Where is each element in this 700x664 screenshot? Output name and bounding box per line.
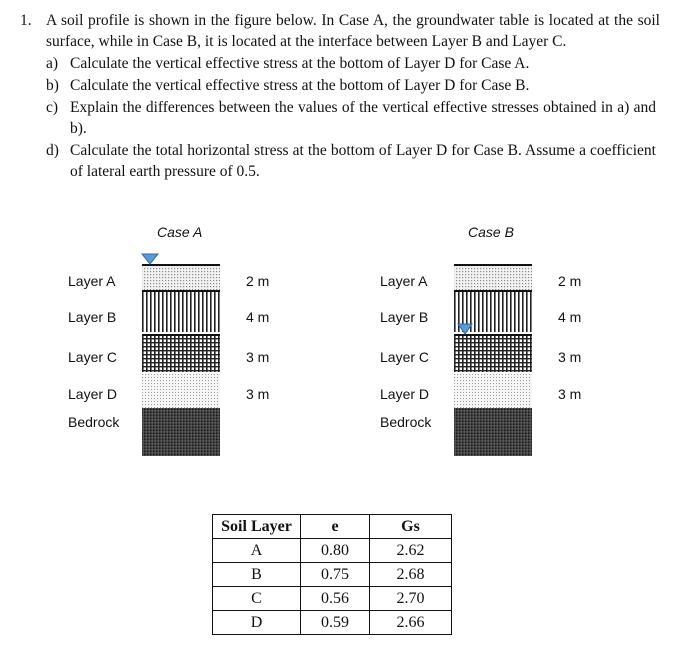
table-row: [213, 587, 452, 611]
case-b-thickness-a: 2 m: [558, 273, 582, 289]
part-label: a): [46, 55, 59, 72]
part-text: Calculate the total horizontal stress at the bottom of Layer D for Case B. Assume a coefficient of lateral earth pressure of 0.5.: [70, 142, 656, 180]
question-1: [20, 10, 660, 52]
layer-b-hatch: [142, 290, 220, 332]
table-row: [213, 563, 452, 587]
ground-surface-line: [142, 264, 220, 266]
table-cell: 0.56: [301, 587, 370, 611]
case-a-thickness-b: 4 m: [246, 309, 270, 325]
table-cell: 2.70: [370, 587, 452, 611]
case-a-thickness-a: 2 m: [246, 273, 270, 289]
part-a: [46, 53, 656, 74]
case-a-layer-a-label: Layer A: [68, 273, 116, 289]
case-b-thickness-c: 3 m: [558, 349, 582, 365]
case-a-layer-b-label: Layer B: [68, 309, 117, 325]
case-b-thickness-d: 3 m: [558, 386, 582, 402]
case-a-thickness-d: 3 m: [246, 386, 270, 402]
layer-d-hatch: [454, 374, 532, 408]
case-a-bedrock-label: Bedrock: [68, 414, 120, 430]
part-d: [46, 140, 656, 182]
case-b-soil-column: [450, 250, 536, 460]
case-a-layer-c-label: Layer C: [68, 349, 118, 365]
case-b-title: Case B: [468, 224, 514, 240]
table-cell: 2.66: [370, 611, 452, 635]
case-b-layer-b-label: Layer B: [380, 309, 429, 325]
case-a-layer-d-label: Layer D: [68, 386, 118, 402]
layer-d-hatch: [142, 374, 220, 408]
table-cell: 2.62: [370, 539, 452, 563]
table-cell: D: [213, 611, 301, 635]
water-table-triangle-icon: [142, 254, 158, 264]
header-gs: Gs: [370, 515, 452, 539]
bedrock-hatch: [142, 408, 220, 456]
part-b: [46, 75, 656, 96]
table-cell: A: [213, 539, 301, 563]
ground-surface-line: [454, 264, 532, 266]
layer-c-hatch: [454, 334, 532, 372]
part-label: b): [46, 77, 59, 94]
table-row: [213, 611, 452, 635]
table-cell: B: [213, 563, 301, 587]
table-cell: C: [213, 587, 301, 611]
case-b-layer-c-label: Layer C: [380, 349, 430, 365]
layer-c-hatch: [142, 334, 220, 372]
question-number: 1.: [20, 12, 32, 29]
soil-properties-table: [212, 514, 452, 635]
layer-a-hatch: [142, 266, 220, 290]
table-cell: 0.59: [301, 611, 370, 635]
part-text: Calculate the vertical effective stress at the bottom of Layer D for Case A.: [70, 55, 530, 72]
table-cell: 2.68: [370, 563, 452, 587]
case-b-thickness-b: 4 m: [558, 309, 582, 325]
case-a-title: Case A: [157, 224, 203, 240]
case-b-layer-a-label: Layer A: [380, 273, 428, 289]
part-label: d): [46, 142, 59, 159]
part-c: [46, 97, 656, 139]
case-a-thickness-c: 3 m: [246, 349, 270, 365]
part-text: Explain the differences between the values of the vertical effective stresses obtained in a) and b).: [70, 99, 656, 137]
part-text: Calculate the vertical effective stress at the bottom of Layer D for Case B.: [70, 77, 530, 94]
table-cell: 0.75: [301, 563, 370, 587]
header-e: e: [301, 515, 370, 539]
table-row: [213, 539, 452, 563]
layer-a-hatch: [454, 266, 532, 290]
case-a-soil-column: [138, 250, 224, 460]
table-header-row: [213, 515, 452, 539]
bedrock-hatch: [454, 408, 532, 456]
question-text: A soil profile is shown in the figure below. In Case A, the groundwater table is located at the soil surface, while in Case B, it is located at the interface between Layer B and Layer C.: [46, 12, 660, 50]
case-b-bedrock-label: Bedrock: [380, 414, 432, 430]
header-soil-layer: Soil Layer: [213, 515, 301, 539]
table-cell: 0.80: [301, 539, 370, 563]
part-label: c): [46, 99, 59, 116]
case-b-layer-d-label: Layer D: [380, 386, 430, 402]
